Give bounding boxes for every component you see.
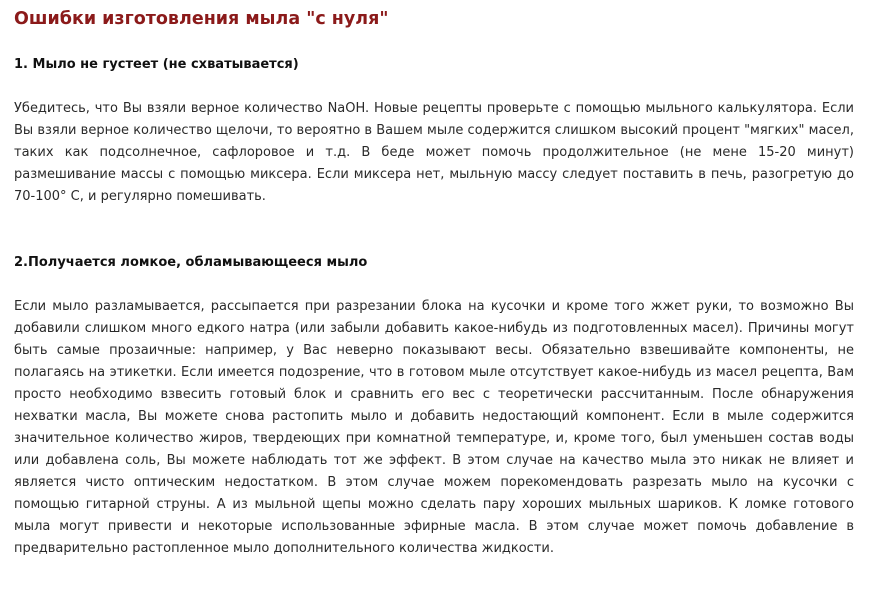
section-heading-1: 1. Мыло не густеет (не схватывается) [14, 57, 299, 72]
page-title: Ошибки изготовления мыла "с нуля" [14, 9, 389, 29]
section-heading-2: 2.Получается ломкое, обламывающееся мыло [14, 255, 368, 270]
section-paragraph-1: Убедитесь, что Вы взяли верное количество NaOH. Новые рецепты проверьте с помощью мыльного калькулятора. Если Вы взяли верное количество щелочи, то вероятно в Вашем мыле содержится слишком высокий процент "мягких" масел, таких как подсолнечное, сафлоровое и т.д. В беде может помочь продолжительное (не мене 15-20 минут) размешивание массы с помощью миксера. Если миксера нет, мыльную массу следует поставить в печь, разогретую до 70-100° С, и регулярно помешивать. [14, 101, 854, 204]
section-paragraph-2: Если мыло разламывается, рассыпается при разрезании блока на кусочки и кроме того жжет руки, то возможно Вы добавили слишком много едкого натра (или забыли добавить какое-нибудь из подготовленных масел). Причины могут быть самые прозаичные: например, у Вас неверно показывают весы. Обязательно взвешивайте компоненты, не полагаясь на этикетки. Если имеется подозрение, что в готовом мыле отсутствует какое-нибудь из масел рецепта, Вам просто необходимо взвесить готовый блок и сравнить его вес с теоретически рассчитанным. После обнаружения нехватки масла, Вы можете снова растопить мыло и добавить недостающий компонент. Если в мыле содержится значительное количество жиров, твердеющих при комнатной температуре, и, кроме того, был уменьшен состав воды или добавлена соль, Вы можете наблюдать тот же эффект. В этом случае на качество мыла это никак не влияет и является чисто оптическим недостатком. В этом случае можем порекомендовать разрезать мыло на кусочки с помощью гитарной струны. А из мыльной щепы можно сделать пару хороших мыльных шариков. К ломке готового мыла могут привести и некоторые использованные эфирные масла. В этом случае может помочь добавление в предварительно растопленное мыло дополнительного количества жидкости. [14, 299, 854, 556]
